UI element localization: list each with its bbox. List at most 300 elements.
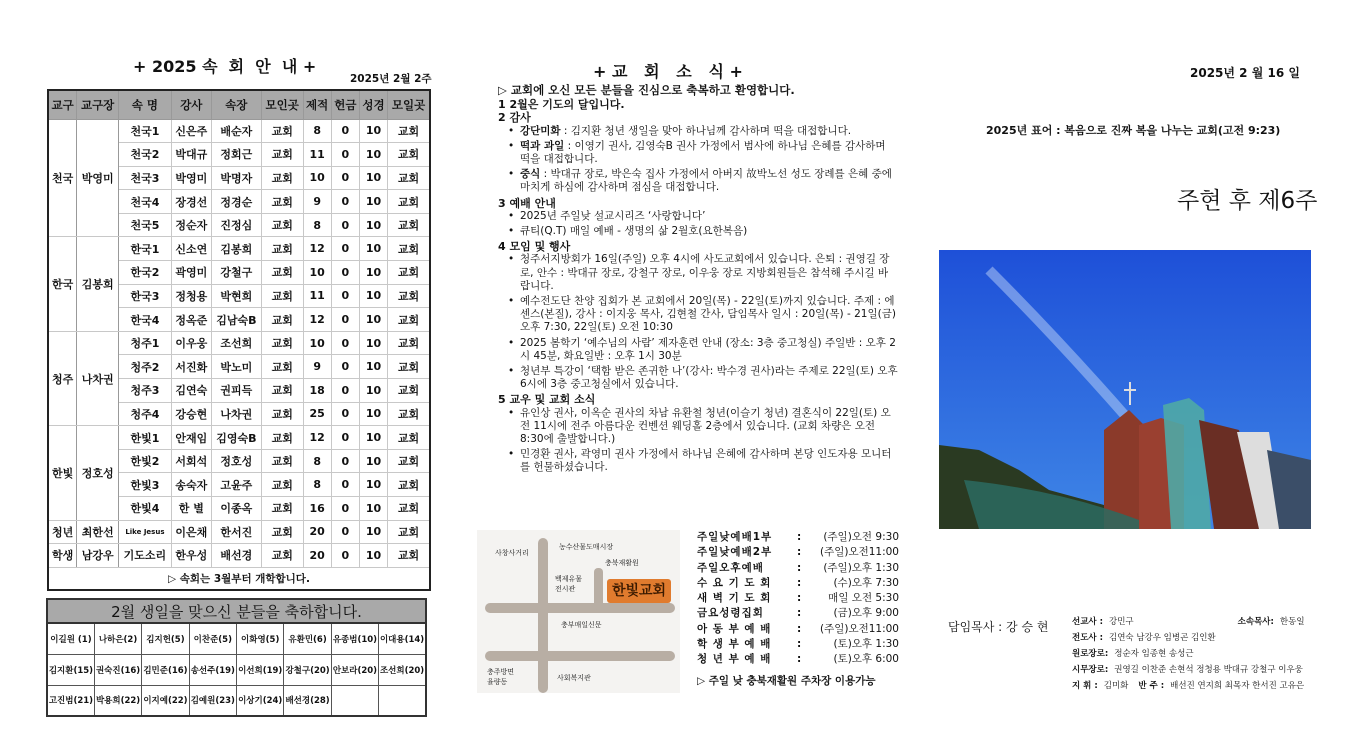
schedule-name: 새 벽 기 도 회 <box>697 592 772 605</box>
table-cell: 박노미 <box>211 355 261 379</box>
table-cell: 박영미 <box>171 166 211 190</box>
table-cell: Like Jesus <box>118 520 171 544</box>
table-cell: 서회석 <box>171 449 211 473</box>
staff-names: 한동일 <box>1279 617 1305 627</box>
table-cell: 정회근 <box>211 143 261 167</box>
map-label: 농수산물도매시장 <box>559 543 614 551</box>
table-cell: 박대규 <box>171 143 211 167</box>
table-cell: 0 <box>331 544 359 568</box>
separator: : <box>797 531 802 543</box>
table-cell: 한국2 <box>118 261 171 285</box>
table-cell: 김연숙 <box>171 379 211 403</box>
birthday-cell: 강철구(20) <box>284 654 331 685</box>
schedule-row <box>697 622 899 637</box>
schedule-row <box>697 545 899 560</box>
table-cell: 교회 <box>388 119 430 143</box>
table-cell: 권피득 <box>211 379 261 403</box>
map-label: 사창사거리 <box>495 549 529 557</box>
table-cell: 이은채 <box>171 520 211 544</box>
table-cell: 신소연 <box>171 237 211 261</box>
district-cell: 학생 <box>48 544 77 568</box>
table-cell: 10 <box>359 237 387 261</box>
birthday-cell: 송선주(19) <box>189 654 236 685</box>
table-cell: 10 <box>359 308 387 332</box>
table-cell: 12 <box>303 308 331 332</box>
table-row <box>48 544 430 568</box>
staff-role: 지 휘 : <box>1072 681 1098 691</box>
staff-names: 김미화 <box>1103 681 1129 691</box>
birthday-cell: 유환민(6) <box>284 623 331 654</box>
table-cell: 11 <box>303 143 331 167</box>
birthday-cell: 이화영(5) <box>237 623 284 654</box>
table-cell: 교회 <box>261 261 303 285</box>
table-cell: 교회 <box>261 520 303 544</box>
table-cell: 교회 <box>261 284 303 308</box>
table-cell: 10 <box>359 213 387 237</box>
worship-schedule <box>697 530 899 689</box>
birthday-cell: 이길원 (1) <box>47 623 94 654</box>
table-cell: 강승현 <box>171 402 211 426</box>
church-map <box>477 530 680 693</box>
table-cell: 10 <box>359 426 387 450</box>
district-cell: 한국 <box>48 237 77 331</box>
table-cell: 이우웅 <box>171 331 211 355</box>
thanks-item <box>508 140 898 166</box>
staff-row <box>1072 630 1305 646</box>
schedule-time: (주일)오전 9:30 <box>823 531 899 543</box>
separator: : <box>797 546 802 559</box>
district-leader-cell: 김봉희 <box>77 237 119 331</box>
map-label: 충주방면 율량동 <box>487 668 515 686</box>
separator: : <box>797 653 802 666</box>
column-header: 속 명 <box>118 90 171 119</box>
schedule-row <box>697 652 899 667</box>
table-cell: 곽영미 <box>171 261 211 285</box>
table-cell: 김영숙B <box>211 426 261 450</box>
table-cell: 교회 <box>388 190 430 214</box>
table-cell: 정호성 <box>211 449 261 473</box>
table-cell: 한 별 <box>171 497 211 521</box>
cell-footer-note: ▷ 속회는 3월부터 개학합니다. <box>48 567 430 590</box>
table-cell: 나차권 <box>211 402 261 426</box>
birthday-cell: 유종범(10) <box>331 623 378 654</box>
table-cell: 교회 <box>261 166 303 190</box>
table-cell: 교회 <box>388 402 430 426</box>
separator: : <box>797 607 802 620</box>
table-cell: 교회 <box>261 449 303 473</box>
thanks-text: : 이영기 권사, 김영숙B 권사 가정에서 범사에 하나님 은혜를 감사하며 떡을 대접합니다. <box>520 139 886 166</box>
schedule-name: 수 요 기 도 회 <box>697 576 772 589</box>
thanks-key: 중식 <box>520 168 541 181</box>
staff-list <box>1072 614 1305 694</box>
birthday-cell <box>379 685 426 716</box>
schedule-name: 학 생 부 예 배 <box>697 638 772 651</box>
district-cell: 청주 <box>48 331 77 425</box>
staff-role: 시무장로: <box>1072 665 1109 675</box>
table-cell: 0 <box>331 331 359 355</box>
table-cell: 천국5 <box>118 213 171 237</box>
table-cell: 천국3 <box>118 166 171 190</box>
bulletin-date: 2025년 2 월 16 일 <box>1190 66 1300 80</box>
staff-names: 배선진 연지희 최목자 한서진 고유은 <box>1170 681 1305 691</box>
news-item: • 예수전도단 찬양 집회가 본 교회에서 20일(목) - 22일(토)까지 있습니다. 주제 : 에센스(본질), 강사 : 이지웅 목사, 김현철 간사, 담임목사 일시 : 20일(목) - 21일(금) 오후 7:30, 22일(토) 오전 10:30 <box>508 295 898 335</box>
table-cell: 정옥준 <box>171 308 211 332</box>
table-cell: 0 <box>331 449 359 473</box>
table-cell: 0 <box>331 143 359 167</box>
table-cell: 0 <box>331 379 359 403</box>
table-cell: 0 <box>331 497 359 521</box>
table-cell: 한빛4 <box>118 497 171 521</box>
table-cell: 안재임 <box>171 426 211 450</box>
thanks-key: 강단미화 <box>520 124 561 137</box>
table-cell: 교회 <box>388 426 430 450</box>
table-cell: 10 <box>359 520 387 544</box>
senior-pastor: 담임목사 : 강 승 현 <box>948 620 1049 634</box>
table-cell: 교회 <box>261 473 303 497</box>
news-section-1: 1 2월은 기도의 달입니다. <box>498 98 625 112</box>
table-cell: 18 <box>303 379 331 403</box>
map-label: 사회복지관 <box>557 674 591 682</box>
staff-names: 권영길 이찬준 손현석 정청용 박대규 강철구 이우웅 <box>1114 665 1303 675</box>
district-cell: 천국 <box>48 119 77 237</box>
table-cell: 9 <box>303 355 331 379</box>
separator: : <box>797 638 802 651</box>
table-cell: 10 <box>303 166 331 190</box>
table-cell: 한서진 <box>211 520 261 544</box>
column-header: 교구 <box>48 90 77 119</box>
table-cell: 고윤주 <box>211 473 261 497</box>
birthday-cell: 조선희(20) <box>379 654 426 685</box>
table-cell: 한국4 <box>118 308 171 332</box>
table-cell: 정경순 <box>211 190 261 214</box>
table-cell: 교회 <box>388 166 430 190</box>
table-cell: 10 <box>359 402 387 426</box>
birthday-cell: 이대용(14) <box>379 623 426 654</box>
news-item: • 2025년 주일낮 설교시리즈 ‘사랑합니다’ <box>508 210 898 223</box>
table-cell: 16 <box>303 497 331 521</box>
table-cell: 10 <box>359 190 387 214</box>
table-cell: 교회 <box>261 497 303 521</box>
schedule-name: 주일낮예배1부 <box>697 531 773 543</box>
separator: : <box>797 561 802 574</box>
district-leader-cell: 박영미 <box>77 119 119 237</box>
news-section-5: 5 교우 및 교회 소식 <box>498 393 596 407</box>
table-cell: 0 <box>331 119 359 143</box>
table-cell: 교회 <box>388 355 430 379</box>
table-cell: 천국1 <box>118 119 171 143</box>
staff-row <box>1072 646 1305 662</box>
news-item: • 2025 봄학기 ‘예수님의 사람’ 제자훈련 안내 (장소: 3층 중고청실) 주일반 : 오후 2시 45분, 화요일반 : 오후 1시 30분 <box>508 337 898 363</box>
column-header: 모인곳 <box>261 90 303 119</box>
table-cell: 교회 <box>261 308 303 332</box>
table-cell: 청주1 <box>118 331 171 355</box>
table-cell: 8 <box>303 449 331 473</box>
table-cell: 교회 <box>261 213 303 237</box>
news-section-2: 2 감사 <box>498 111 531 125</box>
table-row <box>48 520 430 544</box>
table-cell: 0 <box>331 284 359 308</box>
separator: : <box>797 576 802 589</box>
table-cell: 교회 <box>388 308 430 332</box>
staff-row <box>1072 662 1305 678</box>
table-cell: 김봉희 <box>211 237 261 261</box>
table-cell: 12 <box>303 237 331 261</box>
table-cell: 0 <box>331 355 359 379</box>
table-cell: 0 <box>331 426 359 450</box>
table-cell: 교회 <box>261 379 303 403</box>
table-cell: 교회 <box>388 379 430 403</box>
table-cell: 교회 <box>388 261 430 285</box>
birthday-cell: 김지환(15) <box>47 654 94 685</box>
table-cell: 김남숙B <box>211 308 261 332</box>
table-cell: 한빛3 <box>118 473 171 497</box>
thanks-key: 떡과 과일 <box>520 139 565 152</box>
table-cell: 교회 <box>388 143 430 167</box>
table-cell: 천국4 <box>118 190 171 214</box>
table-cell: 교회 <box>261 143 303 167</box>
column-header: 강사 <box>171 90 211 119</box>
staff-row <box>1072 678 1305 694</box>
separator: : <box>797 592 802 605</box>
birthday-cell: 이찬준(5) <box>189 623 236 654</box>
table-cell: 0 <box>331 166 359 190</box>
table-cell: 0 <box>331 261 359 285</box>
table-row <box>48 237 430 261</box>
news-item: • 유인상 권사, 이옥순 권사의 차남 유환철 청년(이슬기 청년) 결혼식이 22일(토) 오전 11시에 전주 아름다운 컨벤션 웨딩홀 2층에서 있습니다. (교회 차량은 오전 8:30에 출발합니다.) <box>508 407 898 447</box>
table-cell: 교회 <box>388 449 430 473</box>
table-cell: 8 <box>303 213 331 237</box>
birthday-cell: 이상기(24) <box>237 685 284 716</box>
staff-names: 김연숙 남강우 임병곤 김인환 <box>1109 633 1216 643</box>
birthday-cell: 김민준(16) <box>142 654 189 685</box>
table-cell: 10 <box>359 119 387 143</box>
birthday-cell <box>331 685 378 716</box>
table-cell: 박명자 <box>211 166 261 190</box>
table-cell: 20 <box>303 544 331 568</box>
birthday-cell: 고진범(21) <box>47 685 94 716</box>
welcome-line: ▷ 교회에 오신 모든 분들을 진심으로 축복하고 환영합니다. <box>498 83 795 97</box>
table-cell: 진정심 <box>211 213 261 237</box>
table-cell: 10 <box>359 497 387 521</box>
table-cell: 교회 <box>261 402 303 426</box>
table-cell: 10 <box>359 379 387 403</box>
table-cell: 박현희 <box>211 284 261 308</box>
table-cell: 8 <box>303 119 331 143</box>
table-cell: 0 <box>331 213 359 237</box>
column-header: 교구장 <box>77 90 119 119</box>
table-footer-row <box>48 567 430 590</box>
schedule-name: 아 동 부 예 배 <box>697 622 772 635</box>
table-cell: 9 <box>303 190 331 214</box>
table-cell: 교회 <box>388 331 430 355</box>
schedule-name: 금요성령집회 <box>697 607 764 620</box>
birthday-row <box>47 623 426 654</box>
birthday-row <box>47 685 426 716</box>
staff-names: 정순자 임종현 송성근 <box>1114 649 1194 659</box>
table-row <box>48 331 430 355</box>
schedule-time: (금)오후 9:00 <box>833 607 899 620</box>
map-label: 충북재활원 <box>605 559 639 567</box>
schedule-time: (주일)오전11:00 <box>819 622 899 635</box>
table-cell: 이종옥 <box>211 497 261 521</box>
table-cell: 10 <box>359 331 387 355</box>
schedule-time: (토)오후 6:00 <box>833 653 899 666</box>
birthday-cell: 박용희(22) <box>94 685 141 716</box>
thanks-item <box>508 168 898 194</box>
table-cell: 25 <box>303 402 331 426</box>
table-cell: 교회 <box>261 426 303 450</box>
table-cell: 0 <box>331 237 359 261</box>
thanks-text: : 박대규 장로, 박은숙 집사 가정에서 아버지 故박노선 성도 장례를 은혜 중에 마치게 하심에 감사하며 점심을 대접합니다. <box>520 168 892 194</box>
table-cell: 교회 <box>388 473 430 497</box>
table-cell: 교회 <box>261 544 303 568</box>
table-cell: 10 <box>359 284 387 308</box>
table-cell: 기도소리 <box>118 544 171 568</box>
table-cell: 한국1 <box>118 237 171 261</box>
table-cell: 정순자 <box>171 213 211 237</box>
district-leader-cell: 최한선 <box>77 520 119 544</box>
birthday-cell: 김예원(23) <box>189 685 236 716</box>
schedule-time: (주일)오후 1:30 <box>823 561 899 574</box>
table-cell: 0 <box>331 402 359 426</box>
news-item: • 청주서지방회가 16일(주일) 오후 4시에 사도교회에서 있습니다. 은퇴 : 권영길 장로, 안수 : 박대규 장로, 강철구 장로, 이우웅 장로 지방회원들은 참석해 주시길 바랍니다. <box>508 253 898 293</box>
column-header: 속장 <box>211 90 261 119</box>
table-cell: 교회 <box>388 237 430 261</box>
table-cell: 장경선 <box>171 190 211 214</box>
table-cell: 20 <box>303 520 331 544</box>
staff-names: 강민구 <box>1109 617 1134 627</box>
table-cell: 11 <box>303 284 331 308</box>
map-label: 백제유물 전시관 <box>555 575 583 593</box>
table-cell: 한빛1 <box>118 426 171 450</box>
annual-motto: 2025년 표어 : 복음으로 진짜 복을 나누는 교회(고전 9:23) <box>986 124 1281 137</box>
table-cell: 10 <box>303 261 331 285</box>
schedule-name: 청 년 부 예 배 <box>697 653 772 666</box>
table-cell: 10 <box>359 473 387 497</box>
table-cell: 10 <box>359 166 387 190</box>
table-cell: 10 <box>359 449 387 473</box>
district-cell: 청년 <box>48 520 77 544</box>
birthday-cell: 김지헌(5) <box>142 623 189 654</box>
table-cell: 8 <box>303 473 331 497</box>
table-cell: 한빛2 <box>118 449 171 473</box>
thanks-text: : 김지환 청년 생일을 맞아 하나님께 감사하며 떡을 대접합니다. <box>560 124 852 137</box>
district-leader-cell: 남강우 <box>77 544 119 568</box>
column-header: 헌금 <box>331 90 359 119</box>
news-section-3: 3 예배 안내 <box>498 196 556 210</box>
news-item: • 민경환 권사, 곽영미 권사 가정에서 하나님 은혜에 감사하며 본당 인도자용 모니터를 헌물하셨습니다. <box>508 448 898 474</box>
news-section-4: 4 모임 및 행사 <box>498 240 571 254</box>
schedule-time: 매일 오전 5:30 <box>828 592 899 605</box>
table-cell: 조선희 <box>211 331 261 355</box>
table-cell: 배순자 <box>211 119 261 143</box>
cell-table <box>47 89 431 591</box>
table-cell: 강철구 <box>211 261 261 285</box>
map-label: 충부매일신문 <box>561 621 602 629</box>
table-cell: 송숙자 <box>171 473 211 497</box>
church-marker: 한빛교회 <box>607 579 671 603</box>
table-cell: 0 <box>331 473 359 497</box>
schedule-row <box>697 591 899 606</box>
table-row <box>48 119 430 143</box>
table-cell: 교회 <box>388 497 430 521</box>
table-cell: 10 <box>303 331 331 355</box>
staff-role: 반 주 : <box>1138 681 1165 691</box>
parking-note: ▷ 주일 낮 충북재활원 주차장 이용가능 <box>697 674 876 687</box>
birthday-cell: 나하은(2) <box>94 623 141 654</box>
schedule-row <box>697 530 899 545</box>
table-cell: 교회 <box>388 544 430 568</box>
table-cell: 12 <box>303 426 331 450</box>
birthday-cell: 이지예(22) <box>142 685 189 716</box>
news-item: • 큐티(Q.T) 매일 예배 - 생명의 삶 2월호(요한복음) <box>508 225 898 238</box>
table-cell: 청주3 <box>118 379 171 403</box>
birthday-cell: 안보라(20) <box>331 654 378 685</box>
birthday-table <box>46 598 427 717</box>
staff-row <box>1072 614 1305 630</box>
table-cell: 신은주 <box>171 119 211 143</box>
news-title: + 교 회 소 식 + <box>593 62 743 81</box>
column-header: 성경 <box>359 90 387 119</box>
table-cell: 천국2 <box>118 143 171 167</box>
news-item: • 청년부 특강이 ‘택함 받은 존귀한 나’(강사: 박수경 권사)라는 주제로 22일(토) 오후 6시에 3층 중고청실에서 있습니다. <box>508 365 898 391</box>
table-row <box>48 426 430 450</box>
table-cell: 교회 <box>261 190 303 214</box>
table-cell: 교회 <box>261 331 303 355</box>
week-label: 2025년 2월 2주 <box>350 73 432 85</box>
table-cell: 0 <box>331 190 359 214</box>
schedule-time: (토)오후 1:30 <box>833 638 899 651</box>
birthday-cell: 배선경(28) <box>284 685 331 716</box>
birthday-row <box>47 654 426 685</box>
district-cell: 한빛 <box>48 426 77 520</box>
table-cell: 청주4 <box>118 402 171 426</box>
birthday-title: 2월 생일을 맞으신 분들을 축하합니다. <box>47 599 426 623</box>
column-header: 제적 <box>303 90 331 119</box>
cell-guide-title: + 2025 속 회 안 내 + <box>133 57 317 76</box>
table-cell: 교회 <box>261 119 303 143</box>
table-cell: 교회 <box>261 355 303 379</box>
staff-role: 선교사 : <box>1072 617 1103 627</box>
birthday-cell: 이선희(19) <box>237 654 284 685</box>
table-cell: 교회 <box>388 520 430 544</box>
thanks-item <box>508 125 898 138</box>
schedule-row <box>697 606 899 621</box>
column-header: 모일곳 <box>388 90 430 119</box>
schedule-row <box>697 561 899 576</box>
table-cell: 10 <box>359 261 387 285</box>
schedule-time: (주일)오전11:00 <box>819 546 899 559</box>
staff-role: 소속목사: <box>1237 617 1274 627</box>
table-cell: 서진화 <box>171 355 211 379</box>
table-cell: 10 <box>359 355 387 379</box>
schedule-time: (수)오후 7:30 <box>833 576 899 589</box>
table-cell: 교회 <box>261 237 303 261</box>
schedule-name: 주일낮예배2부 <box>697 546 773 559</box>
church-photo <box>939 250 1311 529</box>
table-cell: 한국3 <box>118 284 171 308</box>
table-cell: 10 <box>359 143 387 167</box>
schedule-row <box>697 637 899 652</box>
staff-role: 원로장로: <box>1072 649 1109 659</box>
table-cell: 0 <box>331 520 359 544</box>
separator: : <box>797 622 802 635</box>
district-leader-cell: 나차권 <box>77 331 119 425</box>
table-cell: 청주2 <box>118 355 171 379</box>
church-news <box>498 84 898 477</box>
table-cell: 교회 <box>388 213 430 237</box>
district-leader-cell: 정호성 <box>77 426 119 520</box>
